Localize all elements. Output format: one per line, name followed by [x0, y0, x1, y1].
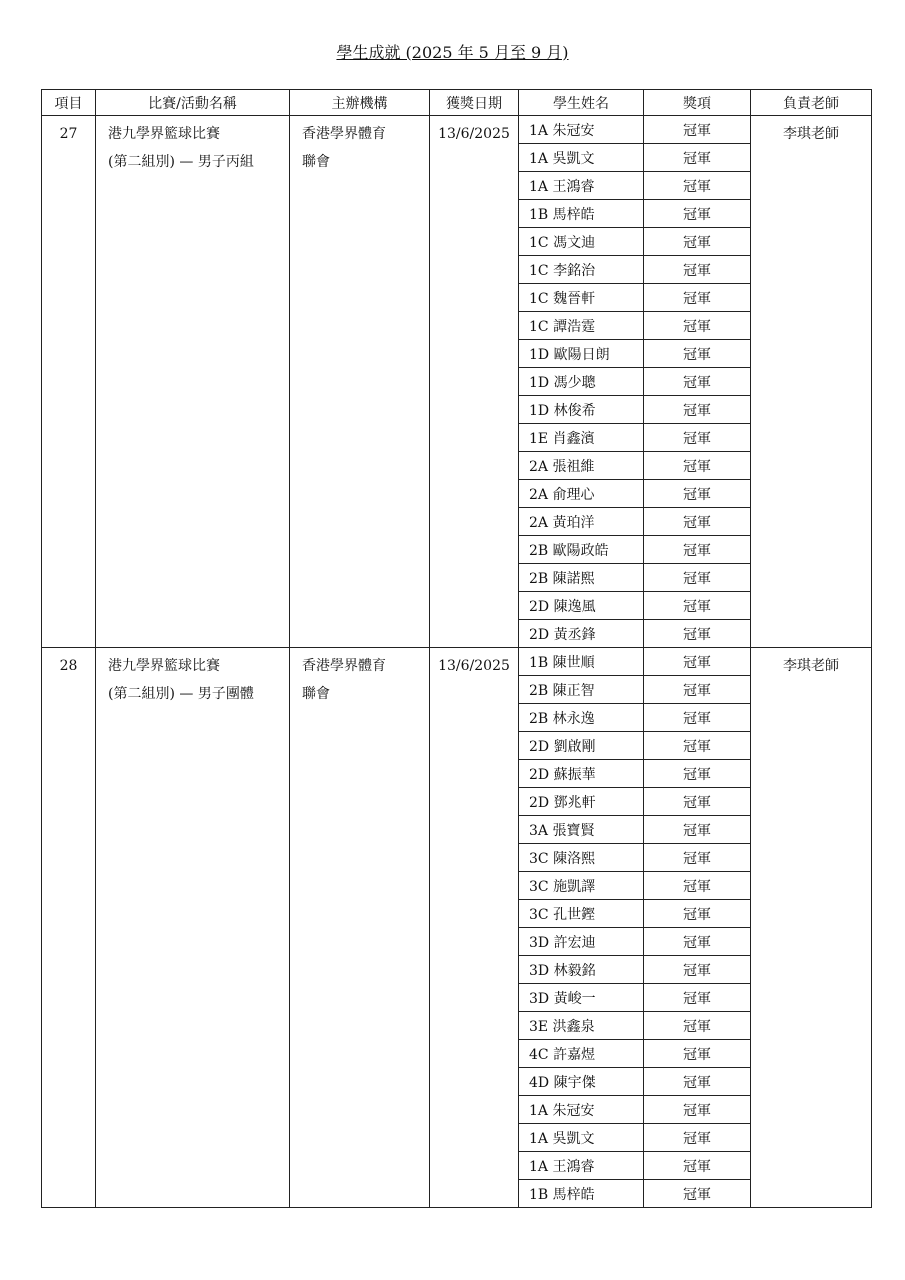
item-number: 27 — [42, 116, 96, 648]
award-result: 冠軍 — [644, 676, 751, 704]
award-result: 冠軍 — [644, 256, 751, 284]
header-competition: 比賽/活動名稱 — [96, 90, 290, 116]
award-result: 冠軍 — [644, 480, 751, 508]
student-name: 1D 林俊希 — [519, 396, 644, 424]
award-result: 冠軍 — [644, 200, 751, 228]
award-result: 冠軍 — [644, 928, 751, 956]
student-name: 3C 陳洛熙 — [519, 844, 644, 872]
award-result: 冠軍 — [644, 340, 751, 368]
student-name: 1A 王鴻睿 — [519, 172, 644, 200]
header-item-no: 項目 — [42, 90, 96, 116]
award-result: 冠軍 — [644, 732, 751, 760]
award-result: 冠軍 — [644, 144, 751, 172]
table-row — [42, 116, 872, 144]
award-result: 冠軍 — [644, 872, 751, 900]
award-result: 冠軍 — [644, 228, 751, 256]
award-result: 冠軍 — [644, 844, 751, 872]
award-result: 冠軍 — [644, 312, 751, 340]
student-name: 1A 朱冠安 — [519, 1096, 644, 1124]
student-name: 1A 吳凱文 — [519, 1124, 644, 1152]
student-name: 1D 馮少聰 — [519, 368, 644, 396]
award-result: 冠軍 — [644, 564, 751, 592]
award-result: 冠軍 — [644, 284, 751, 312]
header-award: 獎項 — [644, 90, 751, 116]
teacher-in-charge: 李琪老師 — [751, 648, 872, 1208]
student-name: 2B 陳正智 — [519, 676, 644, 704]
student-name: 2D 陳逸風 — [519, 592, 644, 620]
award-date: 13/6/2025 — [430, 648, 519, 1208]
header-row — [42, 90, 872, 116]
student-name: 3D 黃峻一 — [519, 984, 644, 1012]
award-result: 冠軍 — [644, 452, 751, 480]
award-result: 冠軍 — [644, 1068, 751, 1096]
student-name: 2A 黃珀洋 — [519, 508, 644, 536]
student-name: 2D 蘇振華 — [519, 760, 644, 788]
organizer-line: 聯會 — [302, 154, 330, 170]
student-name: 4D 陳宇傑 — [519, 1068, 644, 1096]
student-name: 3C 施凱譯 — [519, 872, 644, 900]
table-row — [42, 648, 872, 676]
student-name: 2A 張祖維 — [519, 452, 644, 480]
award-result: 冠軍 — [644, 592, 751, 620]
competition-name — [96, 116, 290, 648]
competition-name-line: (第二組別) — 男子丙組 — [108, 154, 254, 170]
header-teacher: 負責老師 — [751, 90, 872, 116]
student-name: 1B 陳世順 — [519, 648, 644, 676]
award-result: 冠軍 — [644, 620, 751, 648]
page-title: 學生成就 (2025 年 5 月至 9 月) — [336, 43, 569, 62]
student-name: 1A 吳凱文 — [519, 144, 644, 172]
organizer-line: 香港學界體育 — [302, 126, 386, 142]
item-number: 28 — [42, 648, 96, 1208]
organizer — [290, 648, 430, 1208]
teacher-in-charge: 李琪老師 — [751, 116, 872, 648]
student-name: 4C 許嘉煜 — [519, 1040, 644, 1068]
award-result: 冠軍 — [644, 704, 751, 732]
table-body — [42, 116, 872, 1208]
award-result: 冠軍 — [644, 536, 751, 564]
award-result: 冠軍 — [644, 1096, 751, 1124]
header-student-name: 學生姓名 — [519, 90, 644, 116]
header-award-date: 獲獎日期 — [430, 90, 519, 116]
competition-name-line: 港九學界籃球比賽 — [108, 126, 220, 142]
student-name: 3D 許宏迪 — [519, 928, 644, 956]
award-date: 13/6/2025 — [430, 116, 519, 648]
award-result: 冠軍 — [644, 1152, 751, 1180]
award-result: 冠軍 — [644, 900, 751, 928]
student-name: 2A 俞理心 — [519, 480, 644, 508]
award-result: 冠軍 — [644, 1040, 751, 1068]
award-result: 冠軍 — [644, 1012, 751, 1040]
competition-name-line: (第二組別) — 男子團體 — [108, 686, 254, 702]
student-name: 2D 鄧兆軒 — [519, 788, 644, 816]
student-name: 3C 孔世鏗 — [519, 900, 644, 928]
student-name: 1C 李銘治 — [519, 256, 644, 284]
award-result: 冠軍 — [644, 396, 751, 424]
student-name: 2B 陳諾熙 — [519, 564, 644, 592]
student-name: 1C 魏晉軒 — [519, 284, 644, 312]
achievements-table — [41, 89, 872, 1208]
student-name: 3D 林毅銘 — [519, 956, 644, 984]
award-result: 冠軍 — [644, 172, 751, 200]
student-name: 2B 歐陽政皓 — [519, 536, 644, 564]
award-result: 冠軍 — [644, 984, 751, 1012]
award-result: 冠軍 — [644, 956, 751, 984]
organizer-line: 香港學界體育 — [302, 658, 386, 674]
student-name: 1D 歐陽日朗 — [519, 340, 644, 368]
student-name: 3E 洪鑫泉 — [519, 1012, 644, 1040]
award-result: 冠軍 — [644, 760, 751, 788]
competition-name — [96, 648, 290, 1208]
student-name: 3A 張寶賢 — [519, 816, 644, 844]
student-name: 1B 馬梓皓 — [519, 200, 644, 228]
organizer — [290, 116, 430, 648]
award-result: 冠軍 — [644, 1180, 751, 1208]
header-organizer: 主辦機構 — [290, 90, 430, 116]
student-name: 2B 林永逸 — [519, 704, 644, 732]
student-name: 1E 肖鑫濱 — [519, 424, 644, 452]
award-result: 冠軍 — [644, 1124, 751, 1152]
organizer-line: 聯會 — [302, 686, 330, 702]
student-name: 2D 劉啟剛 — [519, 732, 644, 760]
award-result: 冠軍 — [644, 368, 751, 396]
competition-name-line: 港九學界籃球比賽 — [108, 658, 220, 674]
student-name: 1A 王鴻睿 — [519, 1152, 644, 1180]
award-result: 冠軍 — [644, 116, 751, 144]
award-result: 冠軍 — [644, 816, 751, 844]
student-name: 2D 黃丞鋒 — [519, 620, 644, 648]
student-name: 1C 馮文迪 — [519, 228, 644, 256]
student-name: 1A 朱冠安 — [519, 116, 644, 144]
award-result: 冠軍 — [644, 424, 751, 452]
award-result: 冠軍 — [644, 648, 751, 676]
award-result: 冠軍 — [644, 508, 751, 536]
student-name: 1B 馬梓皓 — [519, 1180, 644, 1208]
award-result: 冠軍 — [644, 788, 751, 816]
student-name: 1C 譚浩霆 — [519, 312, 644, 340]
